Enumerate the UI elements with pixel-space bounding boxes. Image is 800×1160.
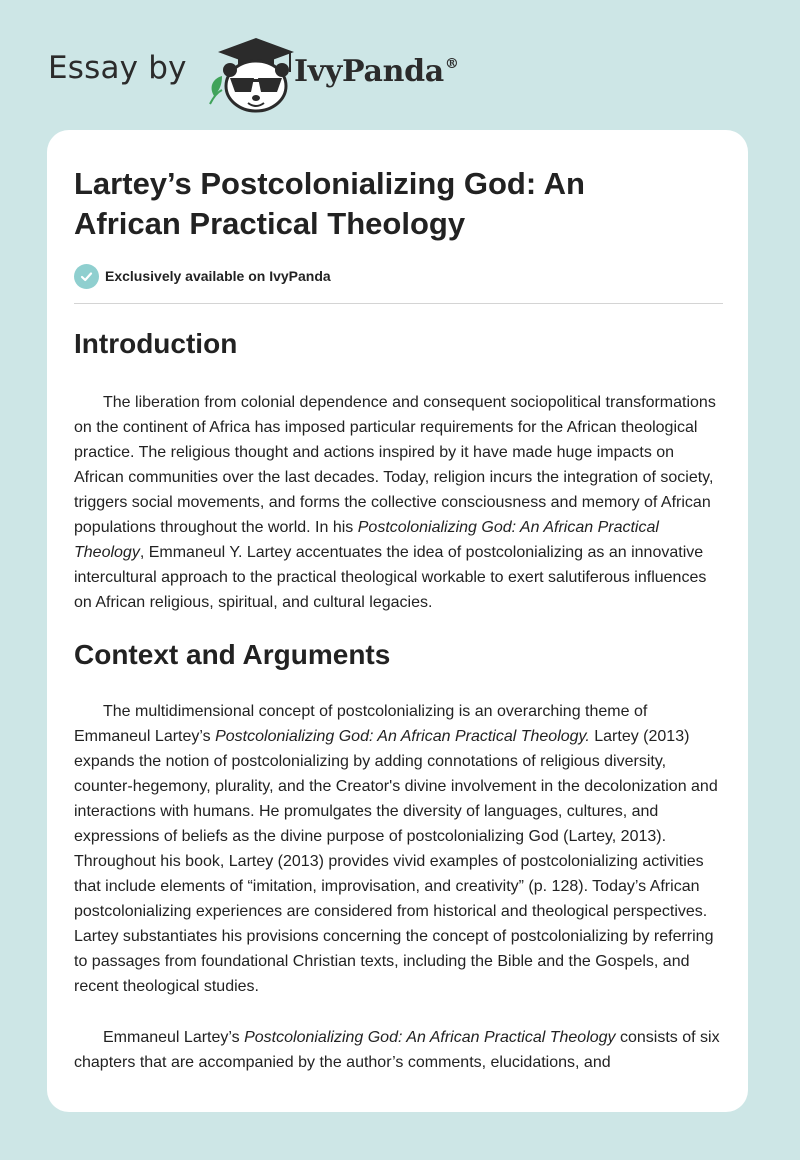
paragraph: The liberation from colonial dependence and consequent sociopolitical transformations on the continent of Africa has imposed particular requirements for the African theological practice. The religious thought and actions inspired by it have made huge impacts on African communities over the last decades. Today, religion incurs the integration of society, triggers social movements, and forms the collective consciousness and memory of African populations throughout the world. In his Postcolonializing God: An African Practical Theology, Emmaneul Y. Lartey accentuates the idea of postcolonializing as an innovative intercultural approach to the practical theological workable to exert salutiferous influences on African religious, spiritual, and cultural legacies.	[74, 394, 716, 611]
book-title-italic: Postcolonializing God: An African Practical Theology	[244, 1029, 616, 1046]
essay-body	[74, 324, 724, 1075]
check-circle-icon	[74, 264, 99, 289]
section-heading-introduction: Introduction	[74, 328, 238, 359]
book-title-italic: Postcolonializing God: An African Practical Theology	[74, 519, 659, 561]
divider	[74, 303, 723, 304]
exclusive-label: Exclusively available on IvyPanda	[105, 268, 331, 284]
exclusive-badge	[74, 263, 331, 289]
section-heading-context-and-arguments: Context and Arguments	[74, 639, 391, 670]
page-title: Lartey’s Postcolonializing God: An African Practical Theology	[74, 166, 585, 241]
brand-name: IvyPanda®	[294, 54, 459, 89]
essay-card	[47, 130, 748, 1112]
panda-graduate-logo-icon	[204, 34, 300, 114]
site-header	[48, 34, 548, 114]
paragraph: The multidimensional concept of postcolonializing is an overarching theme of Emmaneul Lartey’s Postcolonializing God: An African Practical Theology. Lartey (2013) expands the notion of postcolonializing by adding connotations of religious diversity, counter-hegemony, plurality, and the Creator's divine involvement in the decolonization and interactions with humans. He promulgates the diversity of languages, cultures, and expressions of beliefs as the divine purpose of postcolonializing God (Lartey, 2013). Throughout his book, Lartey (2013) provides vivid examples of postcolonializing activities that include elements of “imitation, improvisation, and creativity” (p. 128). Today’s African postcolonializing experiences are considered from historical and theological perspectives. Lartey substantiates his provisions concerning the concept of postcolonializing by referring to passages from foundational Christian texts, including the Bible and the Gospels, and recent theological studies.	[74, 703, 718, 995]
book-title-italic: Postcolonializing God: An African Practical Theology.	[215, 728, 590, 745]
paragraph: Emmaneul Lartey’s Postcolonializing God: An African Practical Theology consists of six chapters that are accompanied by the author’s comments, elucidations, and	[74, 1029, 720, 1071]
essay-by-label: Essay by	[48, 50, 187, 86]
